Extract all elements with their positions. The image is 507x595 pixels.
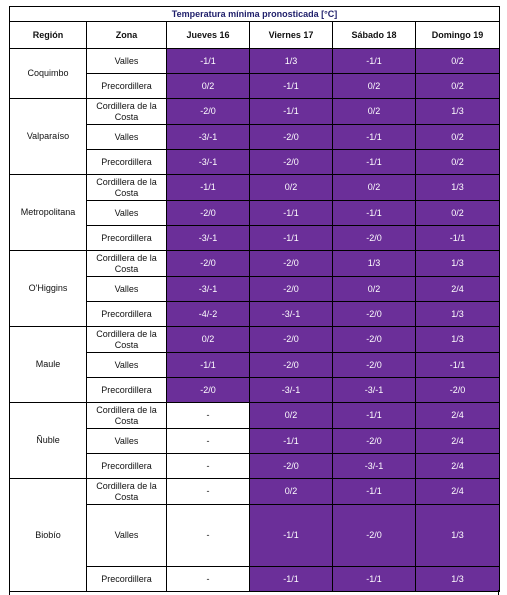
temperature-cell: 0/2 bbox=[416, 49, 500, 74]
zone-cell: Cordillera de la Costa bbox=[87, 99, 167, 125]
temperature-cell: -2/0 bbox=[333, 327, 416, 353]
header-region: Región bbox=[10, 22, 87, 49]
temperature-cell: - bbox=[167, 479, 250, 505]
temperature-cell: -3/-1 bbox=[250, 302, 333, 327]
temperature-cell: - bbox=[167, 429, 250, 454]
region-cell: Metropolitana bbox=[10, 175, 87, 251]
temperature-cell: -1/1 bbox=[333, 479, 416, 505]
temperature-cell: 0/2 bbox=[416, 74, 500, 99]
temperature-cell: 1/3 bbox=[416, 251, 500, 277]
temperature-cell: 0/2 bbox=[333, 277, 416, 302]
zone-cell: Precordillera bbox=[87, 378, 167, 403]
header-zone: Zona bbox=[87, 22, 167, 49]
region-cell: Biobío bbox=[10, 479, 87, 592]
table-row bbox=[10, 327, 500, 353]
zone-cell: Valles bbox=[87, 125, 167, 150]
temperature-cell: -1/1 bbox=[250, 567, 333, 592]
zone-cell: Precordillera bbox=[87, 74, 167, 99]
table-row bbox=[10, 403, 500, 429]
temperature-cell: -3/-1 bbox=[333, 378, 416, 403]
temperature-cell: 1/3 bbox=[416, 505, 500, 567]
temperature-cell: -1/1 bbox=[416, 226, 500, 251]
temperature-cell: 1/3 bbox=[333, 251, 416, 277]
temperature-cell: -2/0 bbox=[167, 99, 250, 125]
table-row bbox=[10, 251, 500, 277]
temperature-cell: -1/1 bbox=[250, 505, 333, 567]
temperature-cell: -1/1 bbox=[250, 226, 333, 251]
temperature-cell: -2/0 bbox=[416, 378, 500, 403]
temperature-cell: -1/1 bbox=[333, 150, 416, 175]
region-cell: Coquimbo bbox=[10, 49, 87, 99]
temperature-cell: - bbox=[167, 403, 250, 429]
zone-cell: Cordillera de la Costa bbox=[87, 479, 167, 505]
temperature-cell: 2/4 bbox=[416, 454, 500, 479]
temperature-cell: 1/3 bbox=[416, 175, 500, 201]
region-cell: Ñuble bbox=[10, 403, 87, 479]
header-day-4: Domingo 19 bbox=[416, 22, 500, 49]
temperature-cell: 1/3 bbox=[416, 567, 500, 592]
temperature-cell: -2/0 bbox=[250, 277, 333, 302]
zone-cell: Valles bbox=[87, 353, 167, 378]
temperature-cell: -1/1 bbox=[333, 125, 416, 150]
temperature-cell: 0/2 bbox=[416, 150, 500, 175]
temperature-cell: -3/-1 bbox=[167, 226, 250, 251]
temperature-cell: -1/1 bbox=[333, 201, 416, 226]
temperature-cell: -2/0 bbox=[167, 251, 250, 277]
temperature-cell: 1/3 bbox=[250, 49, 333, 74]
temperature-cell: -3/-1 bbox=[167, 150, 250, 175]
header-day-2: Viernes 17 bbox=[250, 22, 333, 49]
temperature-cell: -4/-2 bbox=[167, 302, 250, 327]
temperature-cell: 0/2 bbox=[250, 479, 333, 505]
temperature-cell: -2/0 bbox=[250, 125, 333, 150]
forecast-table bbox=[9, 6, 500, 592]
temperature-cell: 0/2 bbox=[333, 99, 416, 125]
temperature-cell: 0/2 bbox=[416, 125, 500, 150]
temperature-cell: -2/0 bbox=[333, 302, 416, 327]
temperature-cell: -2/0 bbox=[167, 378, 250, 403]
zone-cell: Cordillera de la Costa bbox=[87, 327, 167, 353]
temperature-cell: -1/1 bbox=[167, 49, 250, 74]
temperature-cell: -1/1 bbox=[250, 429, 333, 454]
region-cell: O'Higgins bbox=[10, 251, 87, 327]
zone-cell: Valles bbox=[87, 201, 167, 226]
temperature-cell: -3/-1 bbox=[250, 378, 333, 403]
temperature-cell: -2/0 bbox=[333, 505, 416, 567]
temperature-cell: 1/3 bbox=[416, 302, 500, 327]
temperature-cell: -2/0 bbox=[250, 327, 333, 353]
temperature-cell: 0/2 bbox=[333, 74, 416, 99]
zone-cell: Precordillera bbox=[87, 567, 167, 592]
zone-cell: Cordillera de la Costa bbox=[87, 403, 167, 429]
temperature-cell: -2/0 bbox=[333, 353, 416, 378]
temperature-cell: - bbox=[167, 567, 250, 592]
table-row bbox=[10, 479, 500, 505]
temperature-cell: -1/1 bbox=[333, 49, 416, 74]
table-row bbox=[10, 175, 500, 201]
temperature-cell: 0/2 bbox=[167, 327, 250, 353]
zone-cell: Valles bbox=[87, 505, 167, 567]
temperature-cell: -1/1 bbox=[167, 175, 250, 201]
temperature-cell: -2/0 bbox=[250, 251, 333, 277]
table-row bbox=[10, 99, 500, 125]
temperature-cell: 1/3 bbox=[416, 327, 500, 353]
zone-cell: Valles bbox=[87, 429, 167, 454]
temperature-cell: -1/1 bbox=[250, 99, 333, 125]
temperature-cell: 0/2 bbox=[416, 201, 500, 226]
temperature-cell: -2/0 bbox=[250, 150, 333, 175]
temperature-cell: 0/2 bbox=[250, 175, 333, 201]
temperature-cell: -1/1 bbox=[250, 201, 333, 226]
table-continuation bbox=[9, 590, 499, 595]
table-row bbox=[10, 49, 500, 74]
zone-cell: Cordillera de la Costa bbox=[87, 251, 167, 277]
temperature-cell: -3/-1 bbox=[167, 277, 250, 302]
temperature-cell: -1/1 bbox=[333, 567, 416, 592]
temperature-cell: -1/1 bbox=[250, 74, 333, 99]
header-day-1: Jueves 16 bbox=[167, 22, 250, 49]
temperature-cell: -1/1 bbox=[333, 403, 416, 429]
zone-cell: Valles bbox=[87, 277, 167, 302]
temperature-cell: 2/4 bbox=[416, 479, 500, 505]
temperature-cell: -2/0 bbox=[333, 429, 416, 454]
table-title: Temperatura mínima pronosticada [°C] bbox=[10, 7, 500, 22]
region-cell: Maule bbox=[10, 327, 87, 403]
temperature-cell: 2/4 bbox=[416, 403, 500, 429]
header-day-3: Sábado 18 bbox=[333, 22, 416, 49]
temperature-cell: 2/4 bbox=[416, 429, 500, 454]
temperature-cell: -2/0 bbox=[250, 454, 333, 479]
temperature-cell: -1/1 bbox=[416, 353, 500, 378]
zone-cell: Valles bbox=[87, 49, 167, 74]
temperature-cell: 0/2 bbox=[250, 403, 333, 429]
temperature-cell: 1/3 bbox=[416, 99, 500, 125]
zone-cell: Precordillera bbox=[87, 150, 167, 175]
temperature-cell: 2/4 bbox=[416, 277, 500, 302]
temperature-cell: -3/-1 bbox=[167, 125, 250, 150]
temperature-cell: -2/0 bbox=[333, 226, 416, 251]
zone-cell: Precordillera bbox=[87, 454, 167, 479]
temperature-cell: - bbox=[167, 505, 250, 567]
temperature-cell: 0/2 bbox=[167, 74, 250, 99]
table-body bbox=[10, 49, 500, 592]
temperature-cell: -2/0 bbox=[167, 201, 250, 226]
zone-cell: Precordillera bbox=[87, 226, 167, 251]
zone-cell: Cordillera de la Costa bbox=[87, 175, 167, 201]
temperature-cell: -3/-1 bbox=[333, 454, 416, 479]
temperature-cell: 0/2 bbox=[333, 175, 416, 201]
temperature-cell: -1/1 bbox=[167, 353, 250, 378]
temperature-cell: -2/0 bbox=[250, 353, 333, 378]
zone-cell: Precordillera bbox=[87, 302, 167, 327]
temperature-cell: - bbox=[167, 454, 250, 479]
region-cell: Valparaíso bbox=[10, 99, 87, 175]
